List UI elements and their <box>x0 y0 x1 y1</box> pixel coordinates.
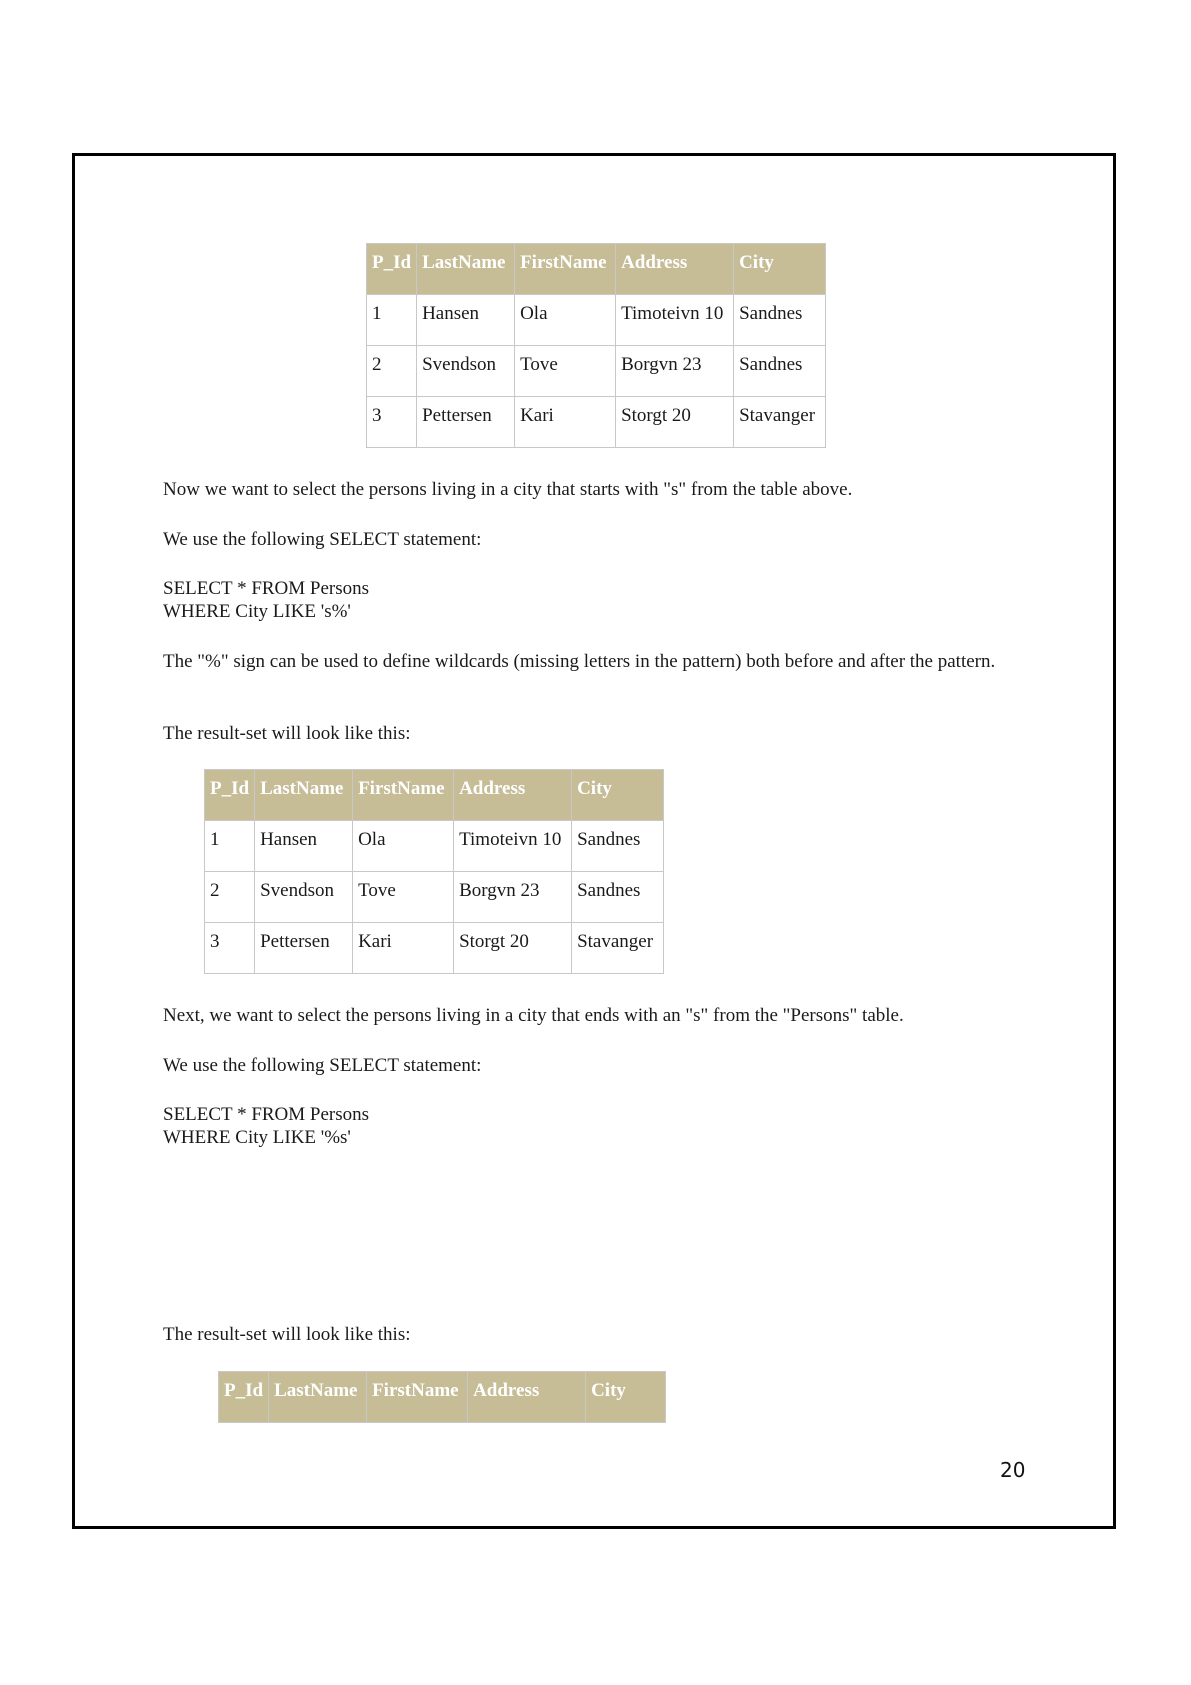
table-header-row <box>205 770 664 821</box>
cell-firstname: Ola <box>353 821 454 872</box>
cell-firstname: Kari <box>515 397 616 448</box>
cell-city: Sandnes <box>734 346 826 397</box>
cell-pid: 1 <box>205 821 255 872</box>
cell-lastname: Hansen <box>417 295 515 346</box>
cell-city: Sandnes <box>572 872 664 923</box>
header-address: Address <box>468 1372 586 1423</box>
header-lastname: LastName <box>417 244 515 295</box>
cell-address: Timoteivn 10 <box>454 821 572 872</box>
cell-lastname: Svendson <box>417 346 515 397</box>
cell-address: Storgt 20 <box>454 923 572 974</box>
cell-pid: 2 <box>367 346 417 397</box>
table-row <box>367 295 826 346</box>
table-header-row <box>367 244 826 295</box>
cell-city: Stavanger <box>734 397 826 448</box>
cell-city: Sandnes <box>572 821 664 872</box>
cell-address: Timoteivn 10 <box>616 295 734 346</box>
header-pid: P_Id <box>219 1372 269 1423</box>
select-statement-intro: We use the following SELECT statement: <box>163 529 482 550</box>
header-city: City <box>734 244 826 295</box>
persons-table <box>366 243 826 448</box>
table-row <box>367 397 826 448</box>
header-address: Address <box>454 770 572 821</box>
header-firstname: FirstName <box>353 770 454 821</box>
cell-pid: 1 <box>367 295 417 346</box>
table-header-row <box>219 1372 666 1423</box>
cell-firstname: Tove <box>515 346 616 397</box>
cell-pid: 3 <box>367 397 417 448</box>
cell-pid: 3 <box>205 923 255 974</box>
header-firstname: FirstName <box>515 244 616 295</box>
next-paragraph: Next, we want to select the persons living in a city that ends with an "s" from the "Persons" table. <box>163 1005 904 1026</box>
cell-firstname: Tove <box>353 872 454 923</box>
header-city: City <box>586 1372 666 1423</box>
result-table-header-only <box>218 1371 666 1423</box>
sql-line: WHERE City LIKE '%s' <box>163 1127 351 1148</box>
header-firstname: FirstName <box>367 1372 468 1423</box>
cell-city: Stavanger <box>572 923 664 974</box>
header-pid: P_Id <box>367 244 417 295</box>
result-table <box>204 769 664 974</box>
sql-line: WHERE City LIKE 's%' <box>163 601 351 622</box>
table-row <box>205 872 664 923</box>
cell-firstname: Ola <box>515 295 616 346</box>
header-address: Address <box>616 244 734 295</box>
cell-pid: 2 <box>205 872 255 923</box>
header-pid: P_Id <box>205 770 255 821</box>
cell-firstname: Kari <box>353 923 454 974</box>
header-lastname: LastName <box>255 770 353 821</box>
sql-code-block <box>163 1103 1029 1149</box>
result-set-intro: The result-set will look like this: <box>163 723 411 744</box>
sql-code-block <box>163 577 1029 623</box>
header-city: City <box>572 770 664 821</box>
cell-address: Borgvn 23 <box>616 346 734 397</box>
intro-paragraph: Now we want to select the persons living in a city that starts with "s" from the table above. <box>163 479 853 500</box>
cell-lastname: Pettersen <box>255 923 353 974</box>
table-row <box>367 346 826 397</box>
cell-lastname: Hansen <box>255 821 353 872</box>
sql-line: SELECT * FROM Persons <box>163 578 370 599</box>
cell-address: Borgvn 23 <box>454 872 572 923</box>
cell-lastname: Pettersen <box>417 397 515 448</box>
wildcard-note: The "%" sign can be used to define wildcards (missing letters in the pattern) both before and after the pattern. <box>163 651 996 672</box>
result-set-intro: The result-set will look like this: <box>163 1324 411 1345</box>
table-row <box>205 821 664 872</box>
cell-address: Storgt 20 <box>616 397 734 448</box>
select-statement-intro: We use the following SELECT statement: <box>163 1055 482 1076</box>
header-lastname: LastName <box>269 1372 367 1423</box>
sql-line: SELECT * FROM Persons <box>163 1104 370 1125</box>
cell-city: Sandnes <box>734 295 826 346</box>
cell-lastname: Svendson <box>255 872 353 923</box>
table-row <box>205 923 664 974</box>
page-number: 20 <box>1000 1458 1026 1482</box>
